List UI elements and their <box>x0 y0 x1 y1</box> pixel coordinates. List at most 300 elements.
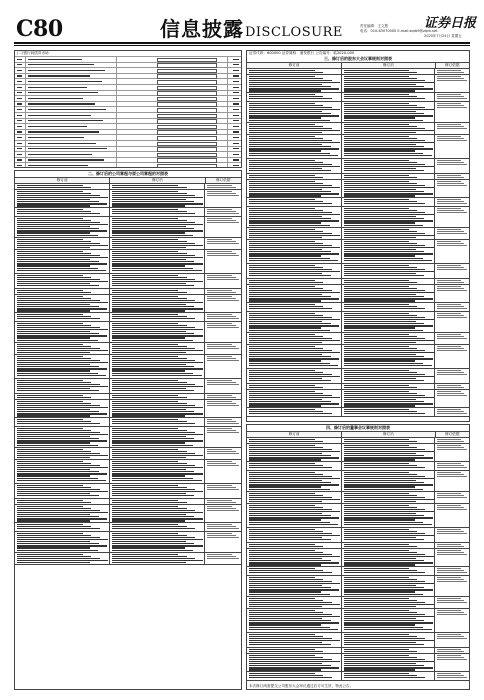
table-row <box>247 285 469 303</box>
row-index-cell <box>15 147 26 152</box>
text-line <box>112 465 195 466</box>
text-line <box>17 243 100 244</box>
text-line <box>17 265 90 266</box>
text-line <box>437 199 461 200</box>
text-line <box>17 331 90 332</box>
text-line <box>17 318 100 319</box>
text-line <box>437 467 467 468</box>
text-line <box>17 489 100 490</box>
text-line <box>344 233 425 234</box>
text-line <box>112 428 178 429</box>
editor-line: 责任编辑：王文慧 <box>360 24 388 28</box>
after-cell <box>342 207 435 227</box>
text-line <box>249 290 332 291</box>
text-line <box>249 267 323 268</box>
text-line <box>249 600 323 601</box>
text-line <box>344 265 409 266</box>
text-line <box>207 502 235 503</box>
text-line <box>112 409 185 410</box>
text-line <box>344 356 424 357</box>
text-line <box>112 508 186 509</box>
text-line <box>17 290 83 291</box>
text-line <box>344 155 432 156</box>
text-line <box>344 624 415 625</box>
table-row <box>15 553 241 565</box>
text-line <box>249 282 323 283</box>
text-line <box>344 80 425 81</box>
basis-cell <box>435 492 469 503</box>
text-line <box>17 268 98 269</box>
before-cell <box>15 355 110 378</box>
text-line <box>344 243 417 244</box>
text-line <box>112 335 202 336</box>
text-line <box>17 259 90 260</box>
text-line <box>112 539 203 540</box>
after-cell <box>342 102 435 122</box>
text-line <box>437 370 461 371</box>
text-line <box>112 197 203 198</box>
text-line <box>344 76 409 77</box>
text-line <box>249 247 340 248</box>
text-line <box>207 528 238 529</box>
text-line <box>207 533 232 534</box>
text-line <box>437 568 461 569</box>
text-line <box>344 493 409 494</box>
text-line <box>437 598 461 599</box>
section-title <box>160 19 343 39</box>
text-line <box>344 84 416 85</box>
text-line <box>249 275 331 276</box>
text-line <box>344 166 433 167</box>
text-line <box>437 241 461 242</box>
text-line <box>437 162 464 163</box>
text-line <box>112 362 203 363</box>
text-line <box>249 531 323 532</box>
text-line <box>17 510 100 511</box>
text-line <box>344 210 417 211</box>
row-index-cell <box>15 96 26 101</box>
text-line <box>249 260 338 261</box>
table-row <box>247 93 469 102</box>
before-cell <box>15 523 110 531</box>
text-line <box>112 388 185 389</box>
before-cell <box>247 492 342 503</box>
text-line <box>207 465 238 466</box>
text-line <box>207 401 232 402</box>
text-line <box>17 205 90 206</box>
before-cell <box>247 384 342 389</box>
text-line <box>112 232 185 233</box>
after-cell <box>342 609 435 632</box>
text-line <box>17 213 100 214</box>
text-line <box>112 440 202 441</box>
row-index-cell <box>15 68 26 73</box>
text-line <box>249 638 332 639</box>
text-line <box>249 572 332 573</box>
before-cell <box>15 250 110 273</box>
table-row <box>247 408 469 417</box>
text-line <box>344 319 433 320</box>
text-line <box>344 111 416 112</box>
text-line <box>249 474 323 475</box>
basis-cell <box>435 279 469 284</box>
right-table-title: 三、修订后的股东大会议事规则对照表 <box>324 56 392 61</box>
text-line <box>344 105 417 106</box>
text-line <box>17 560 108 561</box>
before-cell <box>247 264 342 278</box>
basis-cell <box>435 207 469 227</box>
text-line <box>344 620 424 621</box>
basis-cell <box>205 184 241 189</box>
text-line <box>344 636 417 637</box>
text-line <box>249 587 331 588</box>
after-cell <box>342 198 435 206</box>
before-cell <box>15 184 110 189</box>
text-line <box>17 524 83 525</box>
text-line <box>344 467 425 468</box>
text-line <box>249 642 322 643</box>
text-line <box>437 124 461 125</box>
text-line <box>344 191 424 192</box>
table-row <box>247 198 469 207</box>
text-line <box>437 212 467 213</box>
text-line <box>17 445 98 446</box>
text-line <box>207 358 235 359</box>
text-line <box>17 388 90 389</box>
text-line <box>17 495 99 496</box>
text-line <box>249 465 323 466</box>
text-line <box>344 581 425 582</box>
basis-cell <box>435 159 469 173</box>
text-line <box>112 368 202 369</box>
text-line <box>207 222 238 223</box>
text-line <box>249 183 323 184</box>
text-line <box>344 511 433 512</box>
text-line <box>344 103 409 104</box>
after-cell <box>342 549 435 566</box>
text-line <box>112 279 195 280</box>
text-line <box>249 88 339 89</box>
table-row <box>15 90 241 96</box>
before-cell <box>247 159 342 173</box>
text-line <box>344 360 415 361</box>
text-line <box>249 241 315 242</box>
row-name-cell <box>26 68 117 73</box>
text-line <box>17 449 83 450</box>
row-name-cell <box>26 152 117 157</box>
text-line <box>344 552 417 553</box>
text-line <box>249 358 339 359</box>
text-line <box>344 537 416 538</box>
text-line <box>17 485 83 486</box>
text-line <box>249 360 321 361</box>
basis-cell <box>205 532 241 552</box>
table-row <box>15 343 241 355</box>
text-line <box>207 195 238 196</box>
text-line <box>17 257 108 258</box>
before-cell <box>247 207 342 227</box>
text-line <box>17 337 90 338</box>
after-cell <box>110 238 205 249</box>
table-row <box>15 418 241 427</box>
text-line <box>437 677 467 678</box>
text-line <box>437 107 467 108</box>
text-line <box>249 233 332 234</box>
text-line <box>249 509 332 510</box>
text-line <box>112 306 194 307</box>
row-value-cell <box>117 57 228 62</box>
text-line <box>17 296 83 297</box>
text-line <box>344 451 433 452</box>
text-line <box>249 627 330 628</box>
basis-cell <box>205 217 241 237</box>
text-line <box>112 193 186 194</box>
text-line <box>249 636 323 637</box>
text-line <box>344 120 423 121</box>
before-cell <box>247 123 342 134</box>
text-line <box>344 241 409 242</box>
text-line <box>112 467 203 468</box>
text-line <box>344 255 415 256</box>
before-cell <box>247 462 342 470</box>
text-line <box>207 403 235 404</box>
text-line <box>249 378 322 379</box>
text-line <box>17 263 107 264</box>
text-line <box>344 237 416 238</box>
basis-cell <box>435 567 469 575</box>
text-line <box>112 434 203 435</box>
text-line <box>344 346 409 347</box>
text-line <box>17 409 90 410</box>
text-line <box>249 265 315 266</box>
text-line <box>17 469 90 470</box>
text-line <box>112 265 185 266</box>
row-index-cell <box>15 91 26 96</box>
text-line <box>112 556 186 557</box>
text-line <box>17 360 100 361</box>
text-line <box>112 253 186 254</box>
table-row <box>15 146 241 152</box>
text-line <box>112 226 185 227</box>
table-row <box>15 190 241 208</box>
text-line <box>249 181 315 182</box>
text-line <box>344 640 433 641</box>
text-line <box>249 255 321 256</box>
text-line <box>437 372 464 373</box>
basis-cell <box>205 400 241 417</box>
text-line <box>344 187 433 188</box>
table-row <box>15 101 241 107</box>
text-line <box>437 138 464 139</box>
text-line <box>112 506 178 507</box>
table-row <box>247 576 469 597</box>
text-line <box>112 475 185 476</box>
text-line <box>17 440 107 441</box>
basis-cell <box>435 303 469 311</box>
header-rule-thin <box>14 45 470 46</box>
text-line <box>344 164 425 165</box>
text-line <box>249 640 340 641</box>
text-line <box>437 72 464 73</box>
text-line <box>344 657 417 658</box>
text-line <box>437 638 467 639</box>
text-line <box>437 675 464 676</box>
text-line <box>17 428 83 429</box>
text-line <box>17 230 107 231</box>
text-line <box>207 421 235 422</box>
basis-cell <box>435 444 469 461</box>
after-cell <box>342 567 435 575</box>
text-line <box>17 480 106 481</box>
text-line <box>344 235 433 236</box>
before-cell <box>15 400 110 417</box>
before-cell <box>247 576 342 596</box>
text-line <box>112 327 195 328</box>
text-line <box>17 419 83 420</box>
table-row <box>15 73 241 79</box>
text-line <box>437 509 467 510</box>
text-line <box>344 612 417 613</box>
text-line <box>112 333 194 334</box>
text-line <box>437 497 467 498</box>
text-line <box>207 451 235 452</box>
text-line <box>249 229 315 230</box>
text-line <box>207 461 232 462</box>
before-cell <box>247 75 342 92</box>
text-line <box>249 203 332 204</box>
text-line <box>17 235 98 236</box>
text-line <box>17 327 100 328</box>
text-line <box>249 327 321 328</box>
basis-cell <box>435 576 469 596</box>
after-cell <box>110 427 205 447</box>
basis-cell <box>205 553 241 564</box>
before-cell <box>247 198 342 206</box>
text-line <box>17 344 83 345</box>
basis-cell <box>435 549 469 566</box>
text-line <box>344 273 416 274</box>
column-header-after: 修订后 <box>342 63 435 68</box>
text-line <box>17 283 90 284</box>
text-line <box>17 434 108 435</box>
after-cell <box>110 523 205 531</box>
text-line <box>249 348 323 349</box>
text-line <box>437 579 464 580</box>
text-line <box>344 638 425 639</box>
text-line <box>437 265 461 266</box>
text-line <box>249 76 315 77</box>
before-cell <box>247 279 342 284</box>
text-line <box>112 257 203 258</box>
text-line <box>344 181 409 182</box>
text-line <box>249 651 323 652</box>
text-line <box>249 168 322 169</box>
after-cell <box>342 159 435 173</box>
text-line <box>344 160 409 161</box>
text-line <box>249 618 322 619</box>
text-line <box>249 300 321 301</box>
text-line <box>207 360 238 361</box>
text-line <box>207 241 235 242</box>
column-header-before: 修订前 <box>15 178 110 183</box>
before-cell <box>247 438 342 443</box>
after-cell <box>342 654 435 671</box>
before-cell <box>247 471 342 491</box>
text-line <box>344 486 415 487</box>
text-line <box>344 142 433 143</box>
after-cell <box>342 648 435 653</box>
text-line <box>17 201 99 202</box>
text-line <box>249 212 332 213</box>
text-line <box>344 109 433 110</box>
text-line <box>437 140 467 141</box>
text-line <box>112 541 185 542</box>
text-line <box>112 403 186 404</box>
after-cell <box>342 390 435 407</box>
after-cell <box>342 504 435 527</box>
text-line <box>249 338 332 339</box>
text-line <box>112 348 195 349</box>
column-header-basis: 修订依据 <box>216 178 231 182</box>
text-line <box>249 581 332 582</box>
before-cell <box>247 333 342 344</box>
text-line <box>344 453 416 454</box>
text-line <box>17 340 98 341</box>
text-line <box>207 191 232 192</box>
text-line <box>249 449 332 450</box>
row-amount-cell <box>228 158 241 163</box>
text-line <box>17 547 90 548</box>
text-line <box>344 629 432 630</box>
issue-date: 2020年7月24日 星期五 <box>424 34 462 38</box>
text-line <box>249 564 321 565</box>
table-row <box>247 207 469 228</box>
text-line <box>437 126 464 127</box>
text-line <box>249 195 321 196</box>
text-line <box>437 290 467 291</box>
text-line <box>249 356 331 357</box>
text-line <box>437 439 461 440</box>
text-line <box>17 277 91 278</box>
text-line <box>249 614 332 615</box>
text-line <box>249 439 315 440</box>
text-line <box>249 150 321 151</box>
text-line <box>437 315 464 316</box>
basis-cell <box>205 379 241 393</box>
row-index-cell <box>15 119 26 124</box>
after-cell <box>342 279 435 284</box>
text-line <box>112 407 203 408</box>
text-line <box>437 183 464 184</box>
text-line <box>437 233 467 234</box>
before-cell <box>247 135 342 158</box>
text-line <box>249 507 323 508</box>
text-line <box>344 288 417 289</box>
right-lower-table <box>246 424 470 690</box>
text-line <box>207 405 238 406</box>
text-line <box>17 329 108 330</box>
text-line <box>249 616 340 617</box>
text-line <box>437 657 464 658</box>
text-line <box>344 370 409 371</box>
text-line <box>17 423 100 424</box>
text-line <box>344 634 409 635</box>
page-number: C80 <box>16 16 63 42</box>
text-line <box>249 315 323 316</box>
table-row <box>247 240 469 264</box>
text-line <box>249 451 340 452</box>
text-line <box>249 105 323 106</box>
